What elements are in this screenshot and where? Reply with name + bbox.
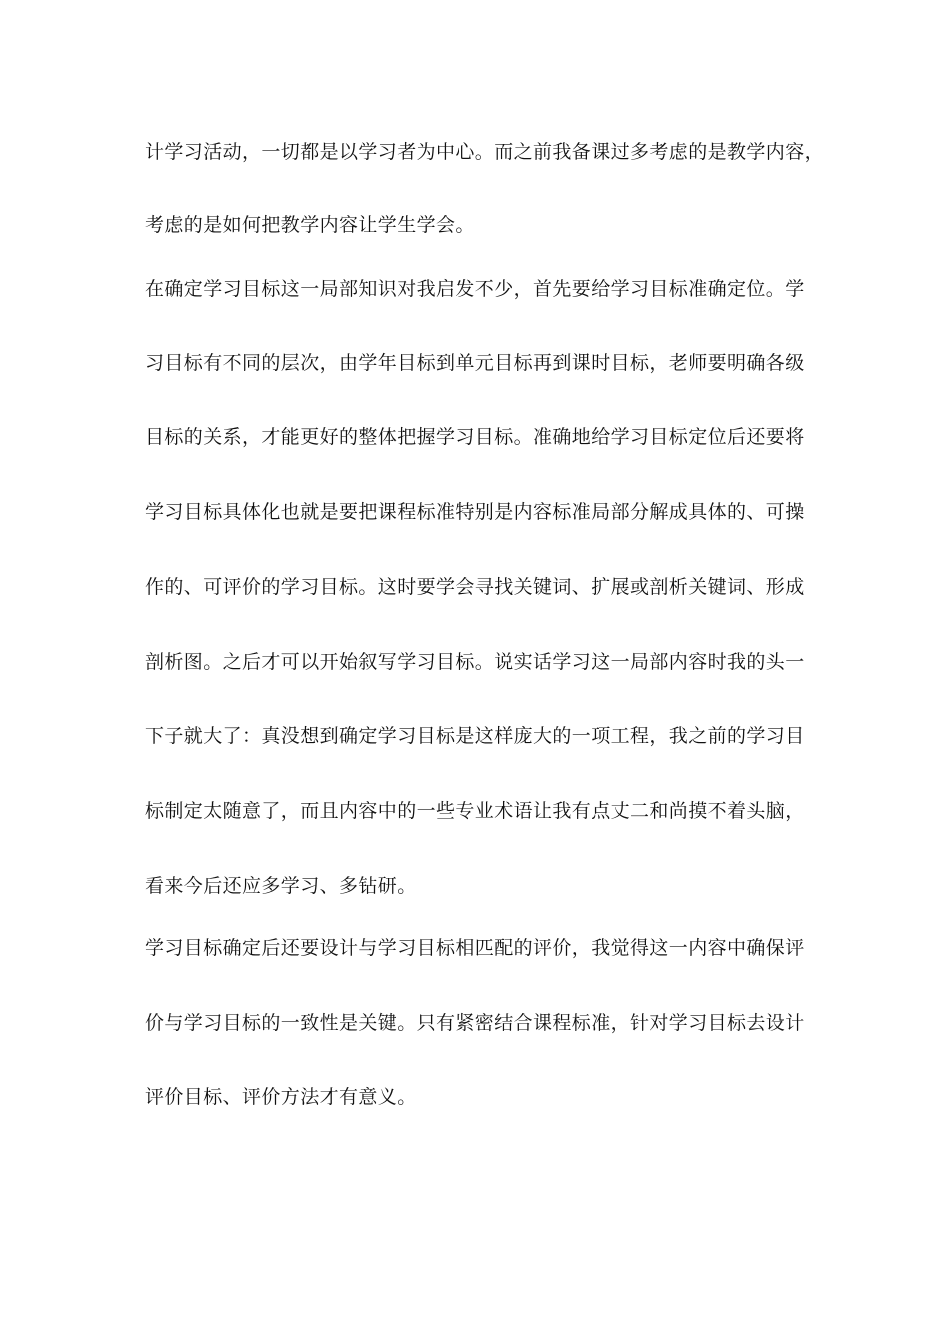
paragraph-2-line-3: 目标的关系，才能更好的整体把握学习目标。准确地给学习目标定位后还要将: [145, 426, 805, 448]
paragraph-2-line-7: 下子就大了：真没想到确定学习目标是这样庞大的一项工程，我之前的学习目: [145, 725, 805, 747]
paragraph-3-line-1: 学习目标确定后还要设计与学习目标相匹配的评价，我觉得这一内容中确保评: [145, 937, 805, 959]
paragraph-2-line-2: 习目标有不同的层次，由学年目标到单元目标再到课时目标，老师要明确各级: [145, 352, 805, 374]
paragraph-1-line-2: 考虑的是如何把教学内容让学生学会。: [145, 214, 475, 236]
paragraph-2-line-8: 标制定太随意了，而且内容中的一些专业术语让我有点丈二和尚摸不着头脑，: [145, 800, 805, 822]
paragraph-1-line-1: 计学习活动，一切都是以学习者为中心。而之前我备课过多考虑的是教学内容，: [145, 141, 825, 163]
paragraph-2-line-4: 学习目标具体化也就是要把课程标准特别是内容标准局部分解成具体的、可操: [145, 501, 805, 523]
paragraph-2-line-9: 看来今后还应多学习、多钻研。: [145, 875, 417, 897]
paragraph-2-line-5: 作的、可评价的学习目标。这时要学会寻找关键词、扩展或剖析关键词、形成: [145, 576, 805, 598]
paragraph-2-line-1: 在确定学习目标这一局部知识对我启发不少，首先要给学习目标准确定位。学: [145, 278, 805, 300]
paragraph-3-line-2: 价与学习目标的一致性是关键。只有紧密结合课程标准，针对学习目标去设计: [145, 1012, 805, 1034]
paragraph-3-line-3: 评价目标、评价方法才有意义。: [145, 1086, 417, 1108]
paragraph-2-line-6: 剖析图。之后才可以开始叙写学习目标。说实话学习这一局部内容时我的头一: [145, 651, 805, 673]
